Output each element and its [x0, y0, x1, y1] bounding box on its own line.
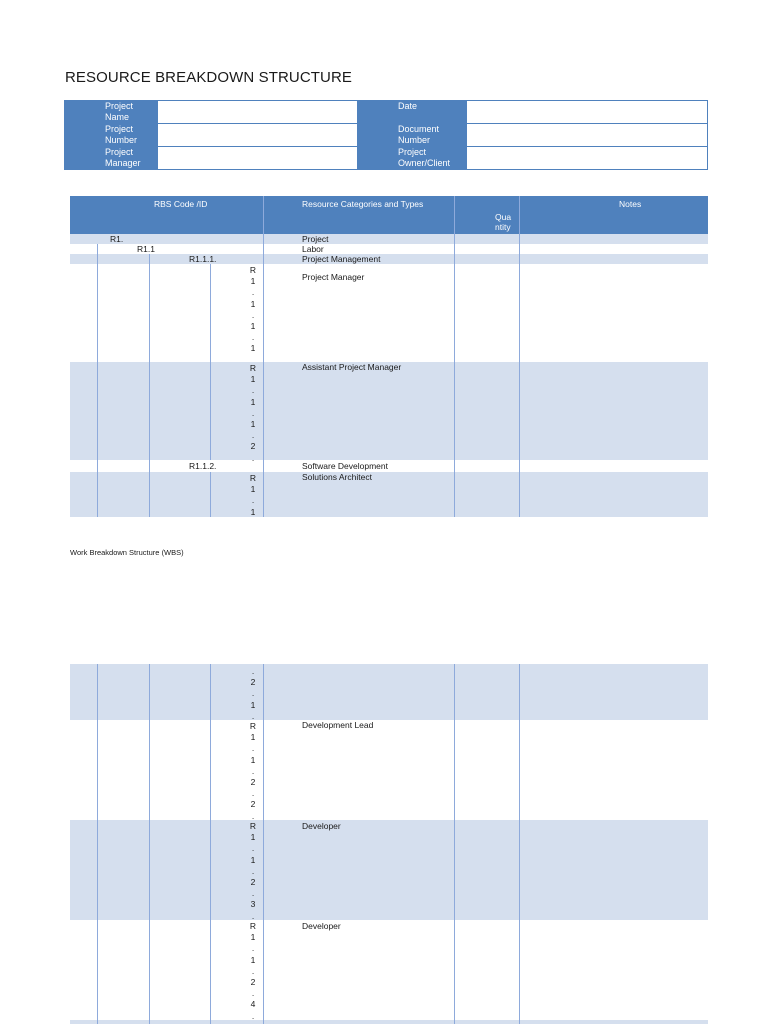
- rbs-table: [70, 196, 708, 517]
- category-assistant-pm: Assistant Project Manager: [302, 362, 402, 372]
- rbs-code-r1-1-2-3: R 1 . 1 . 2 . 3 .: [249, 821, 257, 921]
- category-project-manager: Project Manager: [302, 272, 365, 282]
- table-row: [70, 1020, 708, 1024]
- header-rbs-code: RBS Code /ID: [70, 196, 263, 234]
- label-project-number: Project Number: [65, 124, 158, 147]
- rbs-code-r1-1-2: R1.1.2.: [189, 461, 217, 471]
- table-row: [70, 234, 708, 244]
- label-document-number: Document Number: [358, 124, 467, 147]
- table-row: [70, 720, 708, 820]
- label-project-manager: Project Manager: [65, 147, 158, 170]
- header-notes: Notes: [520, 196, 708, 234]
- table-row: [70, 254, 708, 264]
- header-categories: Resource Categories and Types: [264, 196, 454, 234]
- category-development-lead: Development Lead: [302, 720, 374, 730]
- project-name-field[interactable]: [158, 101, 358, 124]
- rbs-code-r1-1-2-1-tail: . 2 . 1 .: [250, 666, 256, 721]
- wbs-label: Work Breakdown Structure (WBS): [70, 548, 184, 557]
- rbs-code-r1-1-1-1: R 1 . 1 . 1 . 1: [249, 265, 257, 354]
- project-manager-field[interactable]: [158, 147, 358, 170]
- category-developer: Developer: [302, 821, 341, 831]
- label-owner-client: Project Owner/Client: [358, 147, 467, 170]
- date-field[interactable]: [467, 101, 708, 124]
- category-developer-2: Developer: [302, 921, 341, 931]
- rbs-code-r1: R1.: [110, 234, 124, 244]
- table-row: [70, 664, 708, 720]
- page-title: RESOURCE BREAKDOWN STRUCTURE: [65, 69, 352, 86]
- rbs-code-r1-1-1: R1.1.1.: [189, 254, 217, 264]
- project-info-table: [64, 100, 708, 170]
- label-project-name: Project Name: [65, 101, 158, 124]
- rbs-code-r1-1-1-2: R 1 . 1 . 1 . 2 .: [249, 363, 257, 463]
- category-software-development: Software Development: [302, 461, 388, 471]
- table-row: [70, 264, 708, 362]
- label-date: Date: [358, 101, 467, 124]
- rbs-code-r1-1: R1.1: [137, 244, 155, 254]
- rbs-code-r1-1-2-1: R 1 . 1: [249, 473, 257, 517]
- table-row: [70, 820, 708, 920]
- table-row: [70, 244, 708, 254]
- category-labor: Labor: [302, 244, 324, 254]
- table-row: [70, 460, 708, 472]
- project-number-field[interactable]: [158, 124, 358, 147]
- rbs-code-r1-1-2-2: R 1 . 1 . 2 . 2 .: [249, 721, 257, 821]
- header-quantity: Qua ntity: [455, 196, 519, 234]
- owner-client-field[interactable]: [467, 147, 708, 170]
- table-row: [70, 362, 708, 460]
- category-project: Project: [302, 234, 329, 244]
- rbs-code-r1-1-2-4: R 1 . 1 . 2 . 4 .: [249, 921, 257, 1021]
- table-row: [70, 472, 708, 517]
- rbs-table-continued: [70, 664, 708, 1024]
- document-number-field[interactable]: [467, 124, 708, 147]
- category-solutions-architect: Solutions Architect: [302, 472, 372, 482]
- table-row: [70, 920, 708, 1020]
- category-project-management: Project Management: [302, 254, 381, 264]
